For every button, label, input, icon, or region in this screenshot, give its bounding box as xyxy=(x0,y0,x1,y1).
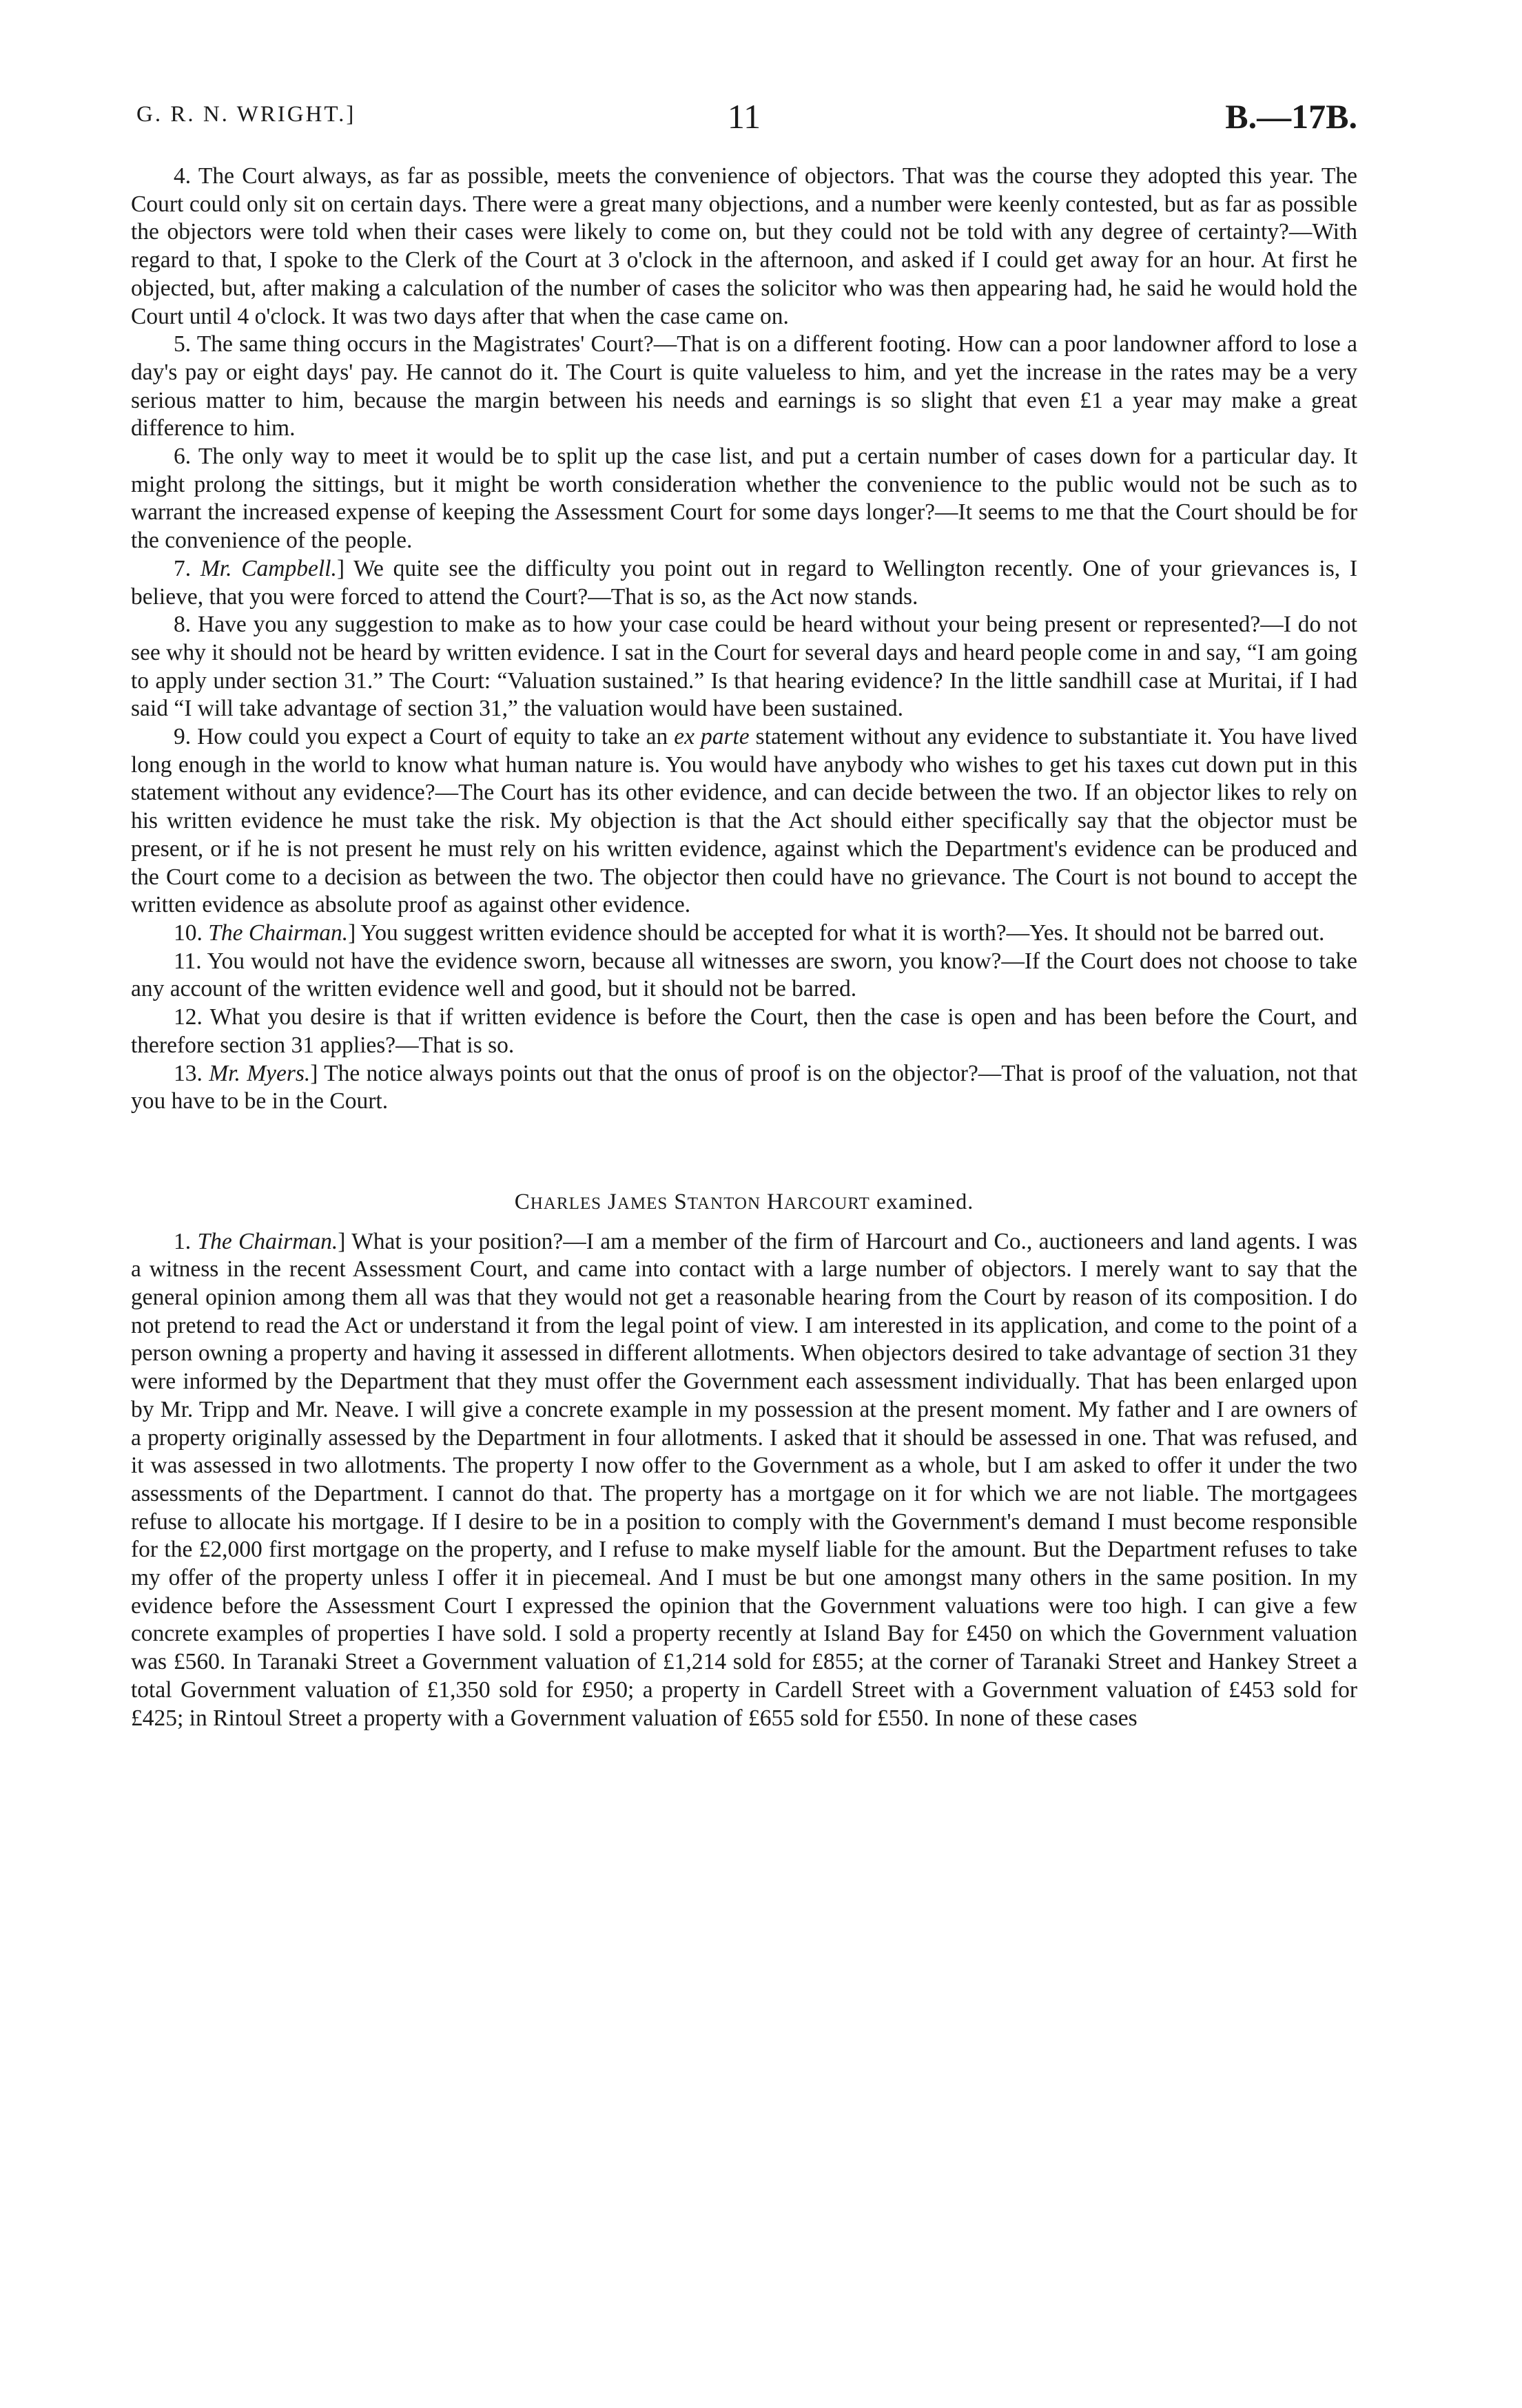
section-title-harcourt xyxy=(131,1187,1357,1218)
title-word: JAMES xyxy=(608,1189,668,1214)
speaker-name: The Chairman. xyxy=(208,920,349,946)
speaker-name: Mr. Myers. xyxy=(209,1060,311,1086)
paragraph xyxy=(131,723,1357,920)
title-word: CHARLES xyxy=(514,1189,602,1214)
speaker-name: The Chairman. xyxy=(197,1228,338,1254)
paragraph-text: 10. xyxy=(174,920,209,946)
paragraph-text: 4. The Court always, as far as possible, meets the convenience of objectors. That was the course they adopted this year. The Court could only sit on certain days. There were a great many objections, and a number were keenly contested, but as far as possible the objectors were told when their cases were likely to come on, but they could not be told with any degree of certainty?—With regard to that, I spoke to the Clerk of the Court at 3 o'clock in the afternoon, and asked if I could get away for an hour. At first he objected, but, after making a calculation of the number of cases the solicitor who was then appearing had, he said he would hold the Court until 4 o'clock. It was two days after that when the case came on. xyxy=(131,163,1357,329)
paragraph-text: 7. xyxy=(174,555,200,581)
evidence-section-harcourt xyxy=(131,1228,1357,1733)
page-number: 11 xyxy=(727,97,761,136)
paragraph xyxy=(131,611,1357,723)
title-word: examined. xyxy=(876,1188,974,1214)
title-word: STANTON xyxy=(674,1189,761,1214)
witness-name-header: G. R. N. WRIGHT.] xyxy=(136,102,356,127)
paragraph-text: 8. Have you any suggestion to make as to how your case could be heard without your being present or represented?—I do not see why it should not be heard by written evidence. I sat in the Court for several days and heard people come in and say, “I am going to apply under section 31.” The Court: “Valuation sustained.” Is that hearing evidence? In the little sandhill case at Muritai, if I had said “I will take advantage of section 31,” the valuation would have been sustained. xyxy=(131,612,1357,722)
paragraph-text: 6. The only way to meet it would be to split up the case list, and put a certain number of cases down for a particular day. It might prolong the sittings, but it might be worth consideration whether the convenience to the public would not be such as to warrant the increased expense of keeping the Assessment Court for some days longer?—It seems to me that the Court should be for the convenience of the people. xyxy=(131,444,1357,554)
paper-reference: B.—17B. xyxy=(1225,97,1357,136)
paragraph-text: 13. xyxy=(174,1060,209,1086)
paragraph-text: 11. You would not have the evidence sworn, because all witnesses are sworn, you know?—If the Court does not choose to take any account of the written evidence well and good, but it should not be barred. xyxy=(131,948,1357,1002)
paragraph-text: 5. The same thing occurs in the Magistrates' Court?—That is on a different footing. How can a poor landowner afford to lose a day's pay or eight days' pay. He cannot do it. The Court is quite valueless to him, and yet the increase in the rates may be a very serious matter to him, because the margin between his needs and earnings is so slight that even £1 a year may make a great difference to him. xyxy=(131,331,1357,442)
paragraph-text: ] The notice always points out that the onus of proof is on the objector?—That is proof of the valuation, not that you have to be in the Court. xyxy=(131,1060,1358,1114)
evidence-section-wright xyxy=(131,163,1357,1116)
paragraph xyxy=(131,163,1357,331)
page-body xyxy=(131,163,1357,1732)
paragraph xyxy=(131,948,1357,1004)
paragraph-text: ] We quite see the difficulty you point out in regard to Wellington recently. One of your grievances is, I believe, that you were forced to attend the Court?—That is so, as the Act now stands. xyxy=(131,555,1358,610)
paragraph xyxy=(131,920,1357,948)
page-header xyxy=(131,96,1357,138)
paragraph-text: ] You suggest written evidence should be accepted for what it is worth?—Yes. It should not be barred out. xyxy=(348,920,1325,946)
paragraph xyxy=(131,1004,1357,1059)
speaker-name: Mr. Campbell. xyxy=(200,555,337,581)
paragraph xyxy=(131,555,1357,611)
paragraph-text: 12. What you desire is that if written evidence is before the Court, then the case is open and has been before the Court, and therefore section 31 applies?—That is so. xyxy=(131,1004,1357,1058)
speaker-name: ex parte xyxy=(674,724,750,750)
paragraph-text: statement without any evidence to substantiate it. You have lived long enough in the world to know what human nature is. You would have anybody who wishes to get his taxes cut down put in this statement without any evidence?—The Court has its other evidence, and can decide between the two. If an objector likes to rely on his written evidence he must take the risk. My objection is that the Act should either specifically say that the objector must be present, or if he is not present he must rely on his written evidence, against which the Department's evidence can be produced and the Court come to a decision as between the two. The objector then could have no grievance. The Court is not bound to accept the written evidence as absolute proof as against other evidence. xyxy=(131,724,1358,918)
paragraph xyxy=(131,1228,1357,1733)
paragraph xyxy=(131,443,1357,555)
paragraph xyxy=(131,331,1357,443)
paragraph-text: 1. xyxy=(174,1228,198,1254)
paragraph-text: 9. How could you expect a Court of equity to take an xyxy=(174,724,675,750)
paragraph xyxy=(131,1060,1357,1116)
title-word: HARCOURT xyxy=(767,1189,870,1214)
paragraph-text: ] What is your position?—I am a member of the firm of Harcourt and Co., auctioneers and land agents. I was a witness in the recent Assessment Court, and came into contact with a large number of objectors. I merely want to say that the general opinion among them all was that they would not get a reasonable hearing from the Court by reason of its composition. I do not pretend to read the Act or understand it from the legal point of view. I am interested in its application, and come to the point of a person owning a property and having it assessed in different allotments. When objectors desired to take advantage of section 31 they were informed by the Department that they must offer the Government each assessment individually. That has been enlarged upon by Mr. Tripp and Mr. Neave. I will give a concrete example in my possession at the present moment. My father and I are owners of a property originally assessed by the Department in four allotments. I asked that it should be assessed in one. That was refused, and it was assessed in two allotments. The property I now offer to the Government as a whole, but I am asked to offer it under the two assessments of the Department. I cannot do that. The property has a mortgage on it for which we are not liable. The mortgagees refuse to allocate his mortgage. If I desire to be in a position to comply with the Government's demand I must become responsible for the £2,000 first mortgage on the property, and I refuse to make myself liable for the amount. But the Department refuses to take my offer of the property unless I offer it in piecemeal. And I must be but one amongst many others in the same position. In my evidence before the Assessment Court I expressed the opinion that the Government valuations were too high. I can give a few concrete examples of properties I have sold. I sold a property recently at Island Bay for £450 on which the Government valuation was £560. In Taranaki Street a Government valuation of £1,214 sold for £855; at the corner of Taranaki Street and Hankey Street a total Government valuation of £1,350 sold for £950; a property in Cardell Street with a Government valuation of £453 sold for £425; in Rintoul Street a property with a Government valuation of £655 sold for £550. In none of these cases xyxy=(131,1228,1357,1731)
